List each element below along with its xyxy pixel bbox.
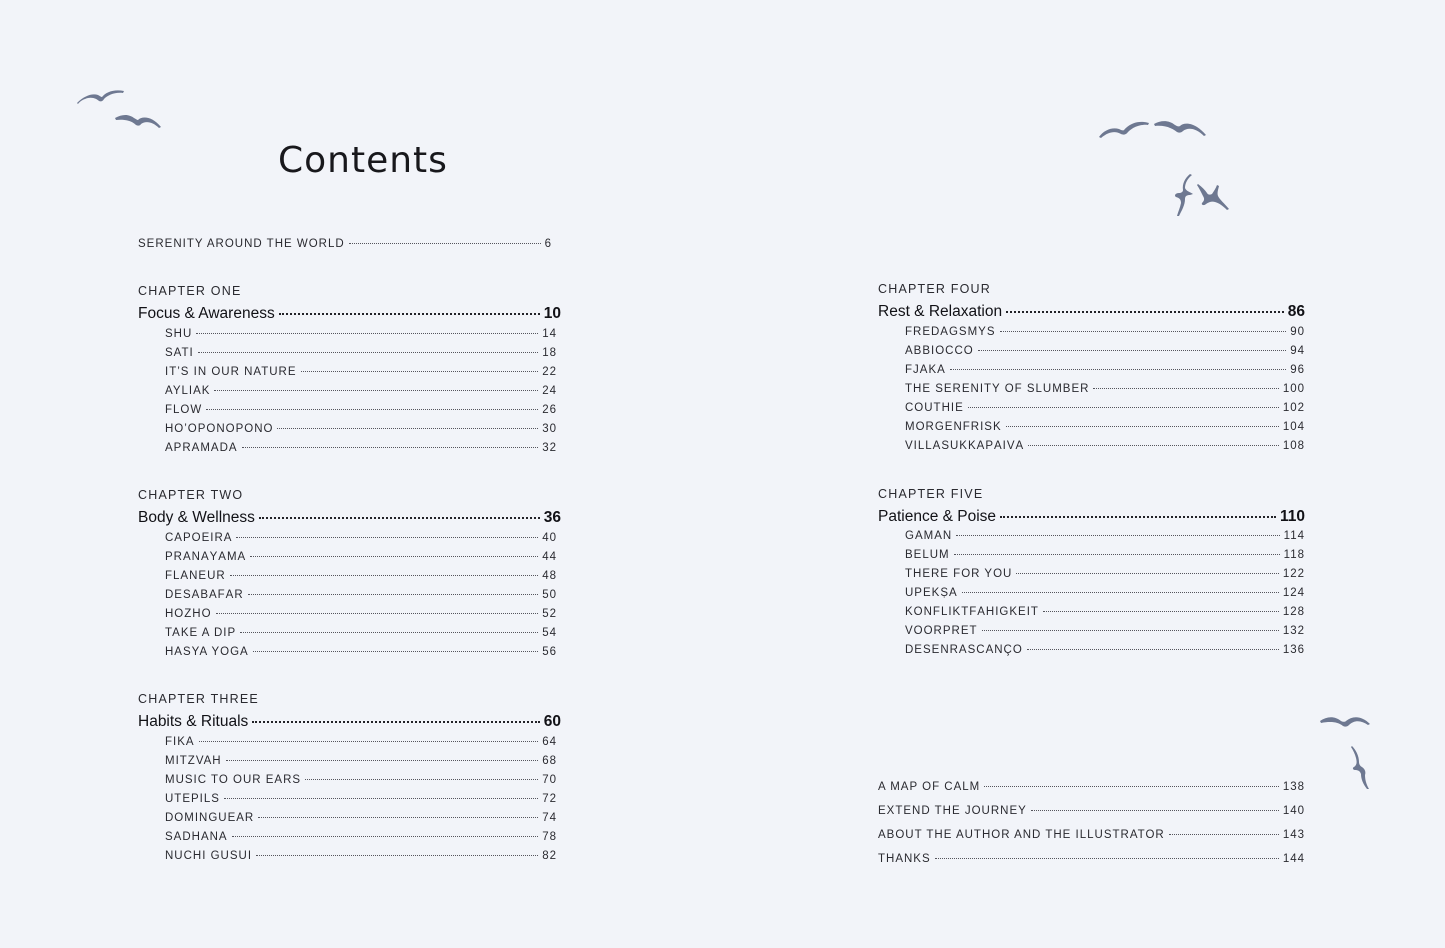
- toc-page-number: 72: [542, 793, 557, 805]
- toc-page-number: 18: [542, 347, 557, 359]
- toc-page-number: 50: [542, 589, 557, 601]
- toc-entry-label: FLÂNEUR: [165, 570, 226, 582]
- dot-leader: [1031, 809, 1279, 811]
- toc-page-number: 52: [542, 608, 557, 620]
- dot-leader: [1000, 515, 1276, 518]
- toc-entry-label: TAKE A DIP: [165, 627, 237, 639]
- toc-page-number: 90: [1290, 326, 1305, 338]
- toc-entry-label: THERE FOR YOU: [905, 568, 1013, 580]
- toc-entry-back-matter[interactable]: [878, 853, 1305, 865]
- dot-leader: [1000, 330, 1287, 332]
- toc-page-number: 110: [1279, 508, 1305, 525]
- toc-entry[interactable]: [165, 812, 557, 824]
- seagull-icon: [1098, 117, 1150, 139]
- right-page: [722, 0, 1445, 948]
- toc-entry-label: GAMAN: [905, 530, 953, 542]
- toc-page-number: 70: [542, 774, 557, 786]
- toc-entry-label: MUSIC TO OUR EARS: [165, 774, 302, 786]
- seagull-icon: [1350, 744, 1374, 790]
- dot-leader: [248, 593, 539, 595]
- dot-leader: [954, 553, 1280, 555]
- toc-page-number: 30: [542, 423, 557, 435]
- toc-page-number: 128: [1282, 606, 1305, 618]
- toc-entry[interactable]: [165, 347, 557, 359]
- toc-entry[interactable]: [905, 644, 1305, 656]
- dot-leader: [256, 854, 538, 856]
- toc-page-number: 144: [1282, 853, 1305, 865]
- dot-leader: [305, 778, 538, 780]
- toc-entry[interactable]: [905, 625, 1305, 637]
- dot-leader: [226, 759, 539, 761]
- toc-entry-label: UPEKṢĀ: [905, 587, 958, 599]
- toc-entry-label: IT’S IN OUR NATURE: [165, 366, 297, 378]
- toc-entry-label: EXTEND THE JOURNEY: [878, 805, 1027, 817]
- toc-page-number: 114: [1283, 530, 1305, 542]
- toc-entry[interactable]: [905, 345, 1305, 357]
- seagull-icon: [114, 111, 162, 131]
- toc-page-number: 24: [542, 385, 557, 397]
- toc-entry-label: APRAMĀDA: [165, 442, 238, 454]
- toc-entry-intro[interactable]: [138, 238, 552, 250]
- toc-page-number: 132: [1282, 625, 1305, 637]
- dot-leader: [240, 631, 538, 633]
- toc-entry[interactable]: [165, 589, 557, 601]
- toc-entry-label: HÓZHÓ: [165, 608, 212, 620]
- toc-section[interactable]: [878, 508, 1305, 526]
- dot-leader: [982, 629, 1279, 631]
- toc-entry-label: DESABAFÁR: [165, 589, 244, 601]
- toc-entry-label: COUTHIE: [905, 402, 964, 414]
- toc-page-number: 64: [542, 736, 557, 748]
- page-title: Contents: [278, 140, 448, 181]
- toc-entry[interactable]: [905, 549, 1305, 561]
- toc-entry[interactable]: [165, 774, 557, 786]
- dot-leader: [1028, 444, 1279, 446]
- dot-leader: [206, 408, 538, 410]
- dot-leader: [214, 389, 538, 391]
- toc-page-number: 124: [1282, 587, 1305, 599]
- toc-entry[interactable]: [165, 608, 557, 620]
- toc-section[interactable]: [138, 305, 561, 323]
- toc-entry-label: UTEPILS: [165, 793, 220, 805]
- toc-page-number: 94: [1290, 345, 1305, 357]
- dot-leader: [279, 312, 540, 315]
- toc-entry-label: CAPOEIRA: [165, 532, 233, 544]
- dot-leader: [277, 427, 538, 429]
- toc-entry-back-matter[interactable]: [878, 781, 1305, 793]
- toc-section-label: Focus & Awareness: [138, 305, 275, 322]
- toc-entry[interactable]: [905, 326, 1305, 338]
- dot-leader: [198, 351, 538, 353]
- toc-entry[interactable]: [165, 793, 557, 805]
- toc-entry[interactable]: [905, 402, 1305, 414]
- toc-entry-label: FIKA: [165, 736, 195, 748]
- dot-leader: [984, 785, 1279, 787]
- seagull-icon: [1196, 181, 1230, 211]
- seagull-icon: [1153, 117, 1207, 139]
- toc-entry-label: ABOUT THE AUTHOR AND THE ILLUSTRATOR: [878, 829, 1165, 841]
- dot-leader: [1093, 387, 1278, 389]
- toc-section-label: Rest & Relaxation: [878, 303, 1003, 320]
- toc-entry-label: KONFLIKTFÄHIGKEIT: [905, 606, 1039, 618]
- dot-leader: [1169, 833, 1279, 835]
- dot-leader: [935, 857, 1279, 859]
- seagull-icon: [1319, 711, 1371, 733]
- dot-leader: [1006, 310, 1284, 313]
- chapter-heading: CHAPTER FOUR: [878, 282, 992, 296]
- toc-entry[interactable]: [905, 383, 1305, 395]
- toc-page-number: 122: [1282, 568, 1305, 580]
- toc-entry[interactable]: [165, 366, 557, 378]
- toc-page-number: 143: [1282, 829, 1305, 841]
- toc-page-number: 56: [542, 646, 557, 658]
- toc-entry-label: FJAKA: [905, 364, 946, 376]
- toc-entry-label: HASYA YOGA: [165, 646, 249, 658]
- toc-page-number: 68: [542, 755, 557, 767]
- dot-leader: [962, 591, 1279, 593]
- toc-entry-label: SHU: [165, 328, 193, 340]
- dot-leader: [956, 534, 1279, 536]
- dot-leader: [230, 574, 539, 576]
- toc-page-number: 40: [542, 532, 557, 544]
- toc-entry-label: THE SERENITY OF SLUMBER: [905, 383, 1090, 395]
- toc-entry[interactable]: [165, 570, 557, 582]
- toc-entry-label: DOMINGUEAR: [165, 812, 255, 824]
- toc-entry-label: DESENRASCANÇO: [905, 644, 1023, 656]
- toc-page-number: 26: [542, 404, 557, 416]
- toc-entry[interactable]: [165, 627, 557, 639]
- toc-section[interactable]: [138, 509, 561, 527]
- dot-leader: [242, 446, 539, 448]
- dot-leader: [224, 797, 538, 799]
- toc-entry-label: AYLIAK: [165, 385, 211, 397]
- toc-page-number: 60: [543, 713, 561, 730]
- dot-leader: [253, 650, 538, 652]
- toc-entry-label: THANKS: [878, 853, 931, 865]
- toc-entry[interactable]: [165, 551, 557, 563]
- toc-entry[interactable]: [165, 736, 557, 748]
- toc-entry[interactable]: [165, 423, 557, 435]
- toc-page-number: 82: [542, 850, 557, 862]
- toc-entry[interactable]: [905, 421, 1305, 433]
- toc-entry-label: PRĀNĀYĀMA: [165, 551, 247, 563]
- toc-page-number: 32: [542, 442, 557, 454]
- toc-entry-label: VILLASUKKAPÄIVÄ: [905, 440, 1025, 452]
- toc-entry-back-matter[interactable]: [878, 805, 1305, 817]
- toc-entry[interactable]: [165, 442, 557, 454]
- toc-page-number: 78: [542, 831, 557, 843]
- toc-entry-label: FREDAGSMYS: [905, 326, 996, 338]
- toc-section-label: Body & Wellness: [138, 509, 255, 526]
- toc-page-number: 44: [542, 551, 557, 563]
- chapter-heading: CHAPTER THREE: [138, 692, 259, 706]
- dot-leader: [349, 242, 541, 244]
- toc-section-label: Habits & Rituals: [138, 713, 249, 730]
- toc-page-number: 136: [1282, 644, 1305, 656]
- toc-section[interactable]: [138, 713, 561, 731]
- dot-leader: [1027, 648, 1279, 650]
- left-page: [0, 0, 722, 948]
- toc-page-number: 108: [1282, 440, 1305, 452]
- dot-leader: [258, 816, 538, 818]
- toc-entry-label: MORGENFRISK: [905, 421, 1002, 433]
- seagull-icon: [76, 86, 126, 106]
- toc-page-number: 48: [542, 570, 557, 582]
- dot-leader: [252, 720, 539, 723]
- toc-entry[interactable]: [905, 568, 1305, 580]
- dot-leader: [1006, 425, 1279, 427]
- toc-page-number: 102: [1282, 402, 1305, 414]
- dot-leader: [1016, 572, 1278, 574]
- toc-page-number: 36: [543, 509, 561, 526]
- chapter-heading: CHAPTER ONE: [138, 284, 242, 298]
- toc-entry[interactable]: [165, 404, 557, 416]
- chapter-heading: CHAPTER TWO: [138, 488, 244, 502]
- toc-page-number: 140: [1282, 805, 1305, 817]
- toc-entry[interactable]: [165, 328, 557, 340]
- toc-entry[interactable]: [165, 646, 557, 658]
- toc-entry[interactable]: [165, 385, 557, 397]
- toc-entry-label: A MAP OF CALM: [878, 781, 981, 793]
- toc-page-number: 86: [1287, 303, 1305, 320]
- toc-page-number: 6: [544, 238, 552, 250]
- dot-leader: [301, 370, 539, 372]
- dot-leader: [968, 406, 1279, 408]
- toc-page-number: 74: [542, 812, 557, 824]
- toc-page-number: 96: [1290, 364, 1305, 376]
- dot-leader: [950, 368, 1286, 370]
- toc-entry-label: VOORPRET: [905, 625, 978, 637]
- toc-entry[interactable]: [165, 532, 557, 544]
- toc-entry-label: MITZVAH: [165, 755, 222, 767]
- dot-leader: [196, 332, 538, 334]
- toc-section[interactable]: [878, 303, 1305, 321]
- toc-entry-label: BELUM: [905, 549, 950, 561]
- toc-section-label: Patience & Poise: [878, 508, 997, 525]
- toc-entry[interactable]: [905, 606, 1305, 618]
- toc-page-number: 10: [543, 305, 561, 322]
- dot-leader: [259, 516, 540, 519]
- toc-entry[interactable]: [165, 755, 557, 767]
- toc-entry[interactable]: [905, 587, 1305, 599]
- toc-page-number: 54: [542, 627, 557, 639]
- toc-entry[interactable]: [905, 440, 1305, 452]
- toc-entry[interactable]: [165, 831, 557, 843]
- dot-leader: [236, 536, 538, 538]
- toc-entry[interactable]: [905, 364, 1305, 376]
- seagull-icon: [1173, 173, 1195, 217]
- dot-leader: [250, 555, 538, 557]
- toc-entry-label: NUCHI GUSUI: [165, 850, 253, 862]
- dot-leader: [978, 349, 1286, 351]
- chapter-heading: CHAPTER FIVE: [878, 487, 984, 501]
- dot-leader: [232, 835, 539, 837]
- toc-entry-label: SERENITY AROUND THE WORLD: [138, 238, 345, 250]
- toc-entry-label: FLOW: [165, 404, 203, 416]
- toc-entry-label: SADHANA: [165, 831, 228, 843]
- toc-page-number: 118: [1283, 549, 1305, 561]
- toc-entry[interactable]: [165, 850, 557, 862]
- toc-entry-label: SATI: [165, 347, 194, 359]
- toc-page-number: 138: [1282, 781, 1305, 793]
- dot-leader: [199, 740, 539, 742]
- toc-entry-label: HO’OPONOPONO: [165, 423, 274, 435]
- dot-leader: [1043, 610, 1279, 612]
- toc-entry[interactable]: [905, 530, 1305, 542]
- toc-page-number: 14: [542, 328, 557, 340]
- toc-page-number: 22: [542, 366, 557, 378]
- toc-entry-back-matter[interactable]: [878, 829, 1305, 841]
- toc-page-number: 100: [1282, 383, 1305, 395]
- dot-leader: [216, 612, 539, 614]
- toc-entry-label: ABBIOCCO: [905, 345, 974, 357]
- toc-page-number: 104: [1282, 421, 1305, 433]
